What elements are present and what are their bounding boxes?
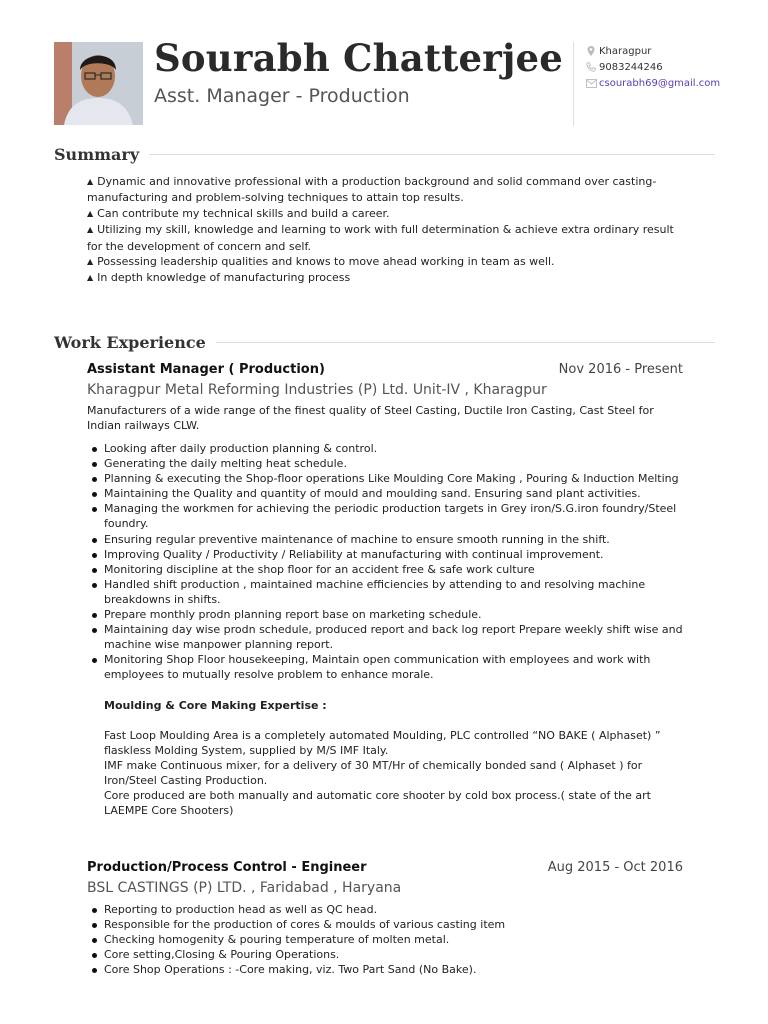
job-company: Kharagpur Metal Reforming Industries (P) Ltd. Unit-IV , Kharagpur bbox=[87, 382, 547, 398]
summary-heading-rule bbox=[149, 154, 715, 155]
summary-item bbox=[87, 174, 687, 206]
job-entry bbox=[87, 362, 683, 818]
summary-item bbox=[87, 222, 687, 254]
job-title: Assistant Manager ( Production) bbox=[87, 362, 325, 377]
job-bullet: Improving Quality / Productivity / Reliability at manufacturing with continual improvement. bbox=[87, 547, 683, 562]
triangle-up-icon: ▲ bbox=[87, 257, 94, 267]
expertise-text bbox=[104, 728, 683, 819]
experience-heading-text: Work Experience bbox=[54, 333, 206, 352]
job-bullet: Maintaining day wise prodn schedule, produced report and back log report Prepare weekly shift wise and machine wise manpower planning report. bbox=[87, 622, 683, 652]
triangle-up-icon: ▲ bbox=[87, 225, 94, 235]
job-entry bbox=[87, 860, 683, 977]
contact-phone bbox=[584, 59, 720, 75]
summary-item bbox=[87, 206, 687, 222]
triangle-up-icon: ▲ bbox=[87, 208, 94, 218]
triangle-up-icon: ▲ bbox=[87, 273, 94, 283]
triangle-up-icon: ▲ bbox=[87, 177, 94, 186]
job-bullet: Maintaining the Quality and quantity of mould and moulding sand. Ensuring sand plant activities. bbox=[87, 486, 683, 501]
expertise-heading: Moulding & Core Making Expertise : bbox=[104, 698, 327, 712]
profile-photo bbox=[54, 42, 143, 125]
job-bullet: Ensuring regular preventive maintenance of machine to ensure smooth running in the shift. bbox=[87, 532, 683, 547]
summary-item-text: Possessing leadership qualities and knows to move ahead working in team as well. bbox=[97, 255, 555, 269]
summary-item-text: Utilizing my skill, knowledge and learning to work with full determination & achieve extra ordinary result for the development of concern and self. bbox=[87, 223, 674, 253]
job-bullet: Responsible for the production of cores & moulds of various casting item bbox=[87, 917, 683, 932]
summary-item bbox=[87, 270, 687, 286]
summary-item-text: Dynamic and innovative professional with a production background and solid command over casting-manufacturing and problem-solving techniques to attain top results. bbox=[87, 175, 657, 205]
envelope-icon bbox=[584, 79, 598, 88]
location-text: Kharagpur bbox=[599, 45, 652, 57]
job-bullet: Core setting,Closing & Pouring Operations. bbox=[87, 947, 683, 962]
job-bullet: Core Shop Operations : -Core making, viz. Two Part Sand (No Bake). bbox=[87, 962, 683, 977]
expertise-line: Fast Loop Moulding Area is a completely automated Moulding, PLC controlled “NO BAKE ( Alphaset) ” flaskless Molding System, supplied by M/S IMF Italy. bbox=[104, 728, 661, 757]
job-bullets bbox=[87, 902, 683, 977]
summary-item-text: Can contribute my technical skills and build a career. bbox=[97, 206, 390, 220]
experience-heading-rule bbox=[216, 342, 715, 343]
phone-text: 9083244246 bbox=[599, 61, 663, 73]
job-bullet: Reporting to production head as well as QC head. bbox=[87, 902, 683, 917]
email-link[interactable]: csourabh69@gmail.com bbox=[599, 77, 721, 89]
job-bullets bbox=[87, 441, 683, 683]
job-bullet: Monitoring discipline at the shop floor for an accident free & safe work culture bbox=[87, 562, 683, 577]
summary-item-text: In depth knowledge of manufacturing process bbox=[97, 271, 351, 285]
summary-item bbox=[87, 254, 687, 270]
job-bullet: Checking homogenity & pouring temperature of molten metal. bbox=[87, 932, 683, 947]
contact-email[interactable] bbox=[584, 75, 720, 91]
summary-heading bbox=[54, 145, 715, 164]
summary-list bbox=[87, 174, 687, 287]
expertise-line: Core produced are both manually and automatic core shooter by cold box process.( state of the art LAEMPE Core Shooters) bbox=[104, 788, 651, 818]
job-bullet: Handled shift production , maintained machine efficiencies by attending to and resolving machine breakdowns in shifts. bbox=[87, 577, 683, 607]
job-title: Production/Process Control - Engineer bbox=[87, 860, 367, 875]
phone-icon bbox=[584, 62, 598, 72]
job-dates: Nov 2016 - Present bbox=[558, 362, 683, 377]
job-description: Manufacturers of a wide range of the finest quality of Steel Casting, Ductile Iron Casting, Cast Steel for Indian railways CLW. bbox=[87, 404, 654, 432]
job-bullet: Prepare monthly prodn planning report base on marketing schedule. bbox=[87, 607, 683, 622]
header-divider bbox=[573, 42, 574, 126]
job-bullet: Monitoring Shop Floor housekeeping, Maintain open communication with employees and work with employees to mutually resolve problem to enhance morale. bbox=[87, 652, 683, 682]
map-pin-icon bbox=[584, 46, 598, 56]
contact-block bbox=[584, 43, 720, 91]
experience-heading bbox=[54, 333, 715, 352]
contact-location bbox=[584, 43, 720, 59]
candidate-role: Asst. Manager - Production bbox=[154, 85, 410, 107]
profile-photo-image bbox=[54, 42, 143, 125]
expertise-line: IMF make Continuous mixer, for a delivery of 30 MT/Hr of chemically bonded sand ( Alphaset ) for Iron/Steel Casting Production. bbox=[104, 758, 643, 787]
job-bullet: Looking after daily production planning & control. bbox=[87, 441, 683, 456]
candidate-name: Sourabh Chatterjee bbox=[154, 36, 564, 80]
job-bullet: Planning & executing the Shop-floor operations Like Moulding Core Making , Pouring & Induction Melting bbox=[87, 471, 683, 486]
job-company: BSL CASTINGS (P) LTD. , Faridabad , Haryana bbox=[87, 880, 402, 896]
job-dates: Aug 2015 - Oct 2016 bbox=[547, 860, 683, 875]
job-bullet: Generating the daily melting heat schedule. bbox=[87, 456, 683, 471]
job-bullet: Managing the workmen for achieving the periodic production targets in Grey iron/S.G.iron foundry/Steel foundry. bbox=[87, 501, 683, 531]
summary-heading-text: Summary bbox=[54, 145, 140, 164]
